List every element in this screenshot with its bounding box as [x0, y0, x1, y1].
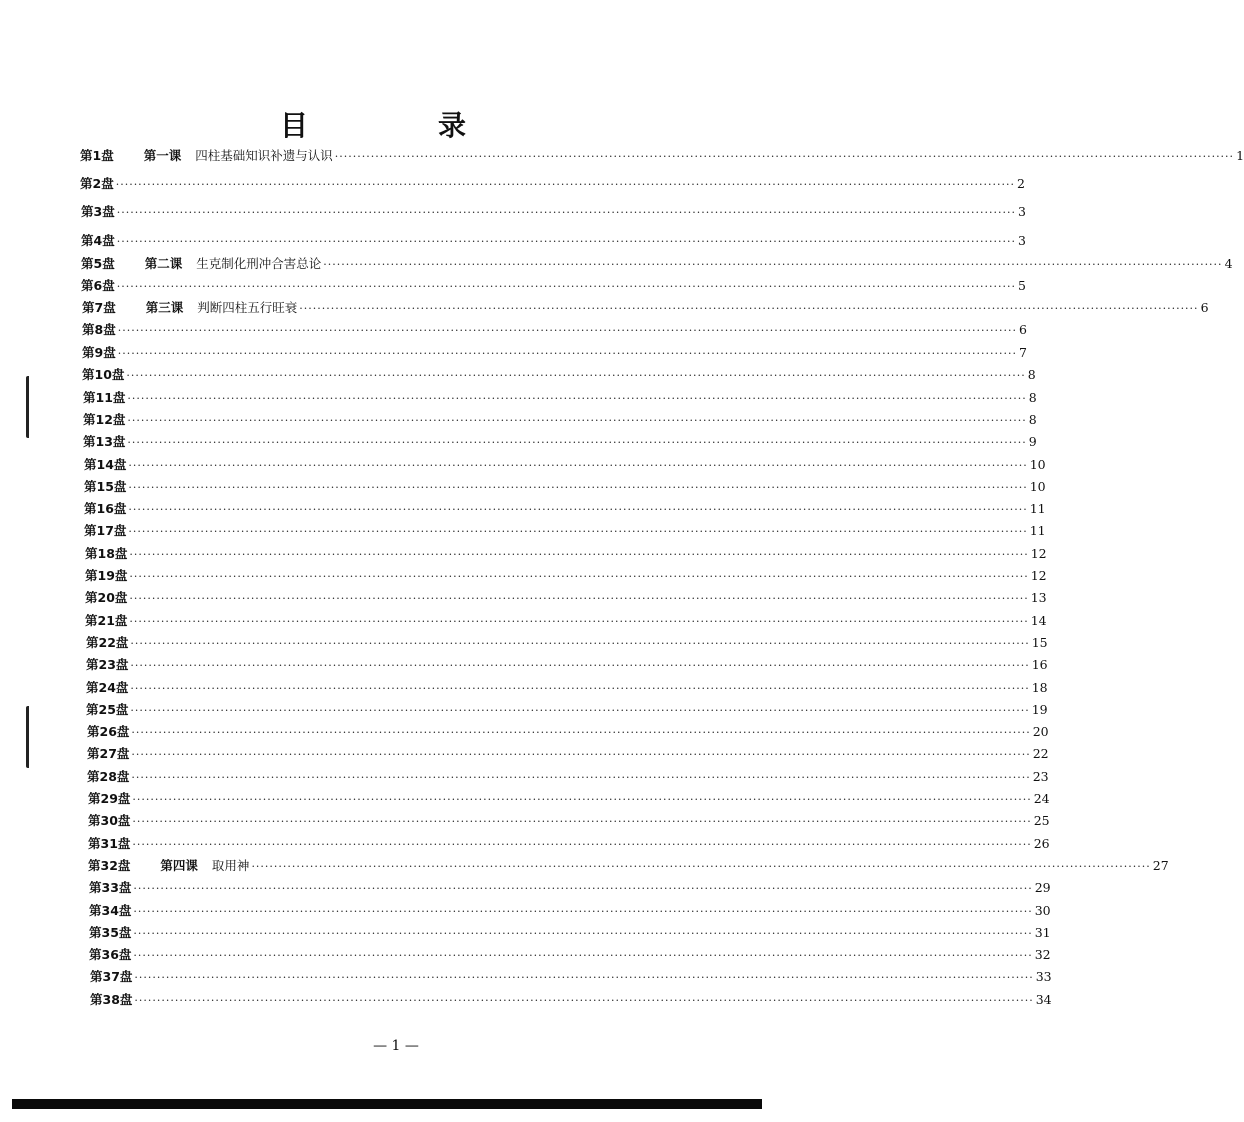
entry-number: 第19盘: [85, 568, 128, 583]
entry-page: 26: [1033, 835, 1050, 851]
entry-number: 第20盘: [85, 590, 128, 606]
entry-number: 第29盘: [88, 791, 131, 806]
toc-entry: [82, 343, 1027, 363]
dot-leader: ········································································································································································································: [134, 971, 1034, 985]
entry-number: 第23盘: [86, 657, 129, 673]
entry-number: 第25盘: [86, 701, 129, 717]
entry-page: 7: [1019, 345, 1027, 360]
entry-page: 9: [1028, 434, 1037, 450]
entry-number: 第37盘: [90, 969, 133, 985]
dot-leader: ········································································································································································································: [130, 681, 1030, 695]
toc-entry: [84, 521, 1046, 541]
dot-leader: ········································································································································································································: [128, 480, 1028, 494]
entry-number: 第18盘: [85, 545, 128, 561]
dot-leader: ········································································································································································································: [130, 659, 1030, 673]
entry-number: 第13盘: [83, 434, 126, 450]
dot-leader: ········································································································································································································: [251, 859, 1151, 873]
toc-entry: [87, 767, 1049, 787]
title-char-2: 录: [438, 109, 467, 142]
entry-topic: 四柱基础知识补遗与认识: [195, 148, 333, 163]
entry-number: 第14盘: [84, 456, 127, 472]
entry-page: 5: [1018, 278, 1026, 293]
toc-entry: [85, 611, 1047, 631]
toc-entry: [88, 811, 1050, 831]
entry-page: 19: [1031, 701, 1048, 717]
entry-page: 2: [1017, 176, 1025, 191]
toc-entry: [80, 146, 1244, 166]
toc-entry: [84, 455, 1046, 475]
toc-entry: [80, 174, 1025, 194]
entry-page: 12: [1030, 568, 1047, 583]
dot-leader: ········································································································································································································: [116, 280, 1017, 293]
entry-number: 第38盘: [90, 991, 133, 1007]
entry-number: 第32盘: [88, 857, 131, 873]
toc-entry: [86, 700, 1048, 720]
entry-number: 第15盘: [84, 478, 127, 494]
dot-leader: ········································································································································································································: [129, 547, 1029, 561]
dot-leader: ········································································································································································································: [129, 570, 1029, 583]
toc-entry: [83, 388, 1037, 408]
entry-page: 31: [1034, 924, 1051, 940]
toc-entry: [83, 432, 1037, 452]
toc-entry: [84, 499, 1046, 519]
dot-leader: ········································································································································································································: [116, 206, 1017, 219]
entry-page: 6: [1019, 322, 1027, 337]
scan-bottom-bar: [12, 1099, 762, 1109]
dot-leader: ········································································································································································································: [323, 258, 1223, 271]
entry-page: 8: [1028, 411, 1037, 427]
entry-page: 16: [1031, 657, 1048, 673]
entry-page: 14: [1030, 612, 1047, 628]
entry-page: 3: [1018, 233, 1026, 248]
entry-number: 第9盘: [82, 345, 116, 360]
dot-leader: ········································································································································································································: [131, 726, 1031, 740]
entry-number: 第24盘: [86, 679, 129, 695]
entry-lesson: 第一课: [143, 148, 182, 163]
toc-entry: [90, 967, 1052, 987]
dot-leader: ········································································································································································································: [334, 150, 1235, 163]
toc-entry: [81, 254, 1233, 274]
toc-entry: [86, 633, 1048, 653]
dot-leader: ········································································································································································································: [133, 949, 1033, 963]
entry-number: 第5盘: [81, 256, 115, 271]
entry-page: 10: [1029, 456, 1046, 472]
dot-leader: ········································································································································································································: [117, 347, 1018, 360]
toc-entry: [88, 789, 1050, 809]
entry-page: 24: [1033, 791, 1050, 806]
entry-number: 第35盘: [89, 924, 132, 940]
toc-entry: [84, 477, 1046, 497]
dot-leader: ········································································································································································································: [128, 503, 1028, 517]
entry-page: 27: [1152, 857, 1169, 873]
toc-entry: [85, 566, 1047, 586]
toc-entry: [88, 834, 1050, 854]
entry-lesson: 第二课: [144, 256, 183, 271]
toc-entry: [88, 856, 1169, 876]
toc-title: [0, 104, 792, 144]
entry-number: 第1盘: [80, 148, 114, 163]
dot-leader: ········································································································································································································: [115, 178, 1016, 191]
entry-page: 13: [1030, 590, 1047, 606]
toc-entry: [82, 320, 1027, 340]
entry-number: 第22盘: [86, 634, 129, 650]
dot-leader: ········································································································································································································: [117, 324, 1018, 337]
dot-leader: ········································································································································································································: [131, 770, 1031, 784]
entry-number: 第8盘: [82, 322, 116, 337]
entry-number: 第7盘: [82, 300, 116, 315]
entry-number: 第3盘: [81, 204, 115, 219]
dot-leader: ········································································································································································································: [132, 815, 1032, 829]
entry-page: 11: [1029, 501, 1046, 517]
toc-entry: [86, 655, 1048, 675]
toc-entry: [90, 990, 1052, 1010]
entry-page: 32: [1034, 947, 1051, 963]
entry-topic: 取用神: [211, 857, 250, 873]
scan-mark-bracket: [26, 706, 34, 768]
dot-leader: ········································································································································································································: [129, 592, 1029, 606]
entry-page: 10: [1029, 478, 1046, 494]
toc-entry: [89, 945, 1051, 965]
entry-number: 第12盘: [83, 411, 126, 427]
entry-page: 20: [1032, 724, 1049, 740]
entry-number: 第16盘: [84, 501, 127, 517]
dot-leader: ········································································································································································································: [129, 614, 1029, 628]
entry-number: 第6盘: [81, 278, 115, 293]
entry-page: 18: [1031, 679, 1048, 695]
toc-entry: [87, 722, 1049, 742]
entry-page: 8: [1028, 389, 1037, 405]
toc-entry: [85, 544, 1047, 564]
dot-leader: ········································································································································································································: [116, 235, 1017, 248]
entry-page: 33: [1035, 969, 1052, 985]
page-number: — 1 —: [373, 1038, 419, 1054]
dot-leader: ········································································································································································································: [127, 436, 1027, 450]
entry-topic: 生克制化刑冲合害总论: [196, 256, 322, 271]
entry-number: 第11盘: [83, 389, 126, 405]
entry-number: 第4盘: [81, 233, 115, 248]
entry-number: 第17盘: [84, 523, 127, 539]
entry-number: 第21盘: [85, 612, 128, 628]
entry-page: 11: [1029, 523, 1046, 539]
entry-page: 30: [1034, 902, 1051, 918]
dot-leader: ········································································································································································································: [128, 458, 1028, 472]
entry-page: 12: [1030, 545, 1047, 561]
dot-leader: ········································································································································································································: [130, 703, 1030, 717]
entry-number: 第2盘: [80, 176, 114, 191]
dot-leader: ········································································································································································································: [131, 748, 1031, 762]
toc-entry: [85, 588, 1047, 608]
dot-leader: ········································································································································································································: [128, 525, 1028, 539]
entry-page: 23: [1032, 768, 1049, 784]
entry-number: 第31盘: [88, 835, 131, 851]
entry-page: 29: [1034, 880, 1051, 896]
entry-number: 第34盘: [89, 902, 132, 918]
entry-number: 第27盘: [87, 746, 130, 762]
entry-page: 22: [1032, 746, 1049, 762]
entry-page: 1: [1236, 148, 1244, 163]
entry-lesson: 第四课: [160, 857, 198, 873]
dot-leader: ········································································································································································································: [132, 837, 1032, 851]
entry-page: 15: [1031, 634, 1048, 650]
toc-entry: [82, 365, 1036, 385]
dot-leader: ········································································································································································································: [134, 993, 1034, 1007]
toc-entry: [87, 744, 1049, 764]
dot-leader: ········································································································································································································: [133, 882, 1033, 896]
title-char-1: 目: [280, 109, 309, 142]
dot-leader: ········································································································································································································: [132, 793, 1032, 806]
dot-leader: ········································································································································································································: [127, 391, 1027, 405]
dot-leader: ········································································································································································································: [126, 369, 1026, 383]
toc-entry: [81, 231, 1026, 251]
dot-leader: ········································································································································································································: [133, 904, 1033, 918]
entry-number: 第36盘: [89, 947, 132, 963]
dot-leader: ········································································································································································································: [133, 926, 1033, 940]
entry-page: 6: [1200, 300, 1209, 315]
entry-number: 第28盘: [87, 768, 130, 784]
dot-leader: ········································································································································································································: [127, 413, 1027, 427]
entry-number: 第33盘: [89, 880, 132, 896]
dot-leader: ········································································································································································································: [130, 636, 1030, 650]
entry-page: 8: [1027, 367, 1036, 383]
toc-entry: [81, 276, 1026, 296]
toc-entry: [89, 923, 1051, 943]
entry-page: 4: [1224, 256, 1233, 271]
toc-entry: [82, 298, 1209, 318]
entry-number: 第10盘: [82, 367, 125, 383]
entry-topic: 判断四柱五行旺衰: [197, 300, 298, 315]
entry-page: 34: [1035, 991, 1052, 1007]
toc-entry: [86, 678, 1048, 698]
toc-entry: [89, 901, 1051, 921]
entry-page: 3: [1018, 204, 1026, 219]
entry-page: 25: [1033, 813, 1050, 829]
entry-number: 第26盘: [87, 724, 130, 740]
scan-mark-bracket: [26, 376, 34, 438]
entry-lesson: 第三课: [145, 300, 184, 315]
toc-entry: [89, 878, 1051, 898]
dot-leader: ········································································································································································································: [299, 302, 1199, 315]
entry-number: 第30盘: [88, 813, 131, 829]
toc-entry: [83, 410, 1037, 430]
toc-entry: [81, 202, 1026, 222]
